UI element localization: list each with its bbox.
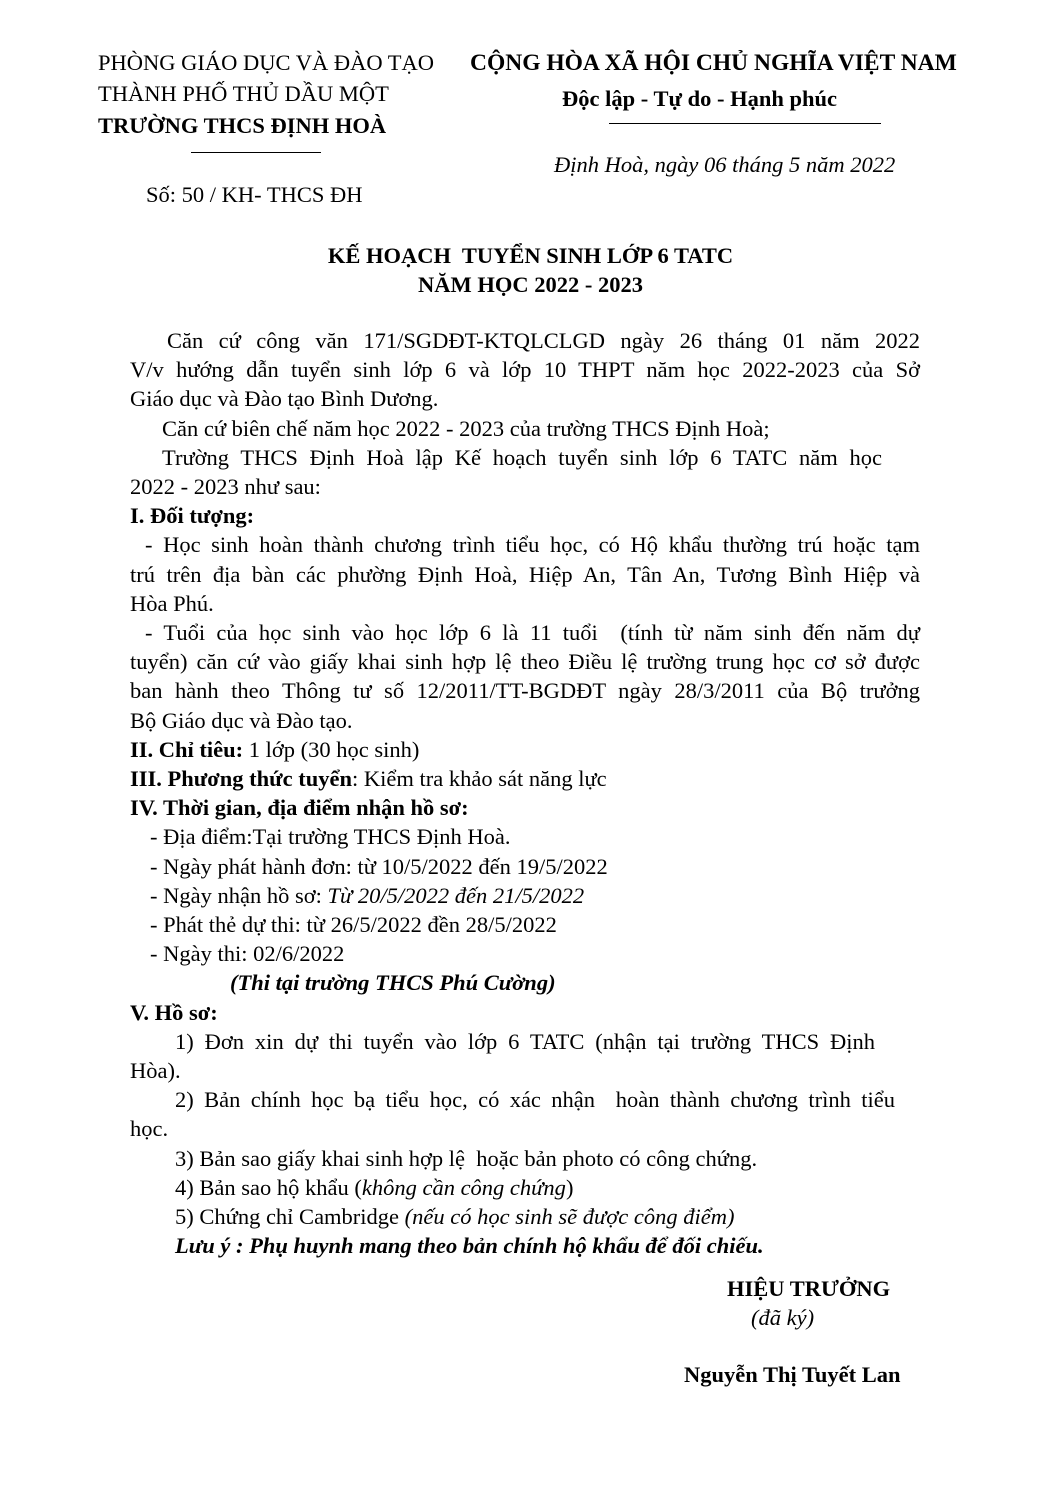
quota-value: 1 lớp (30 học sinh) [243, 736, 420, 762]
dossier-item [130, 1173, 920, 1202]
parent-note: Lưu ý : Phụ huynh mang theo bản chính hộ khẩu để đối chiếu. [175, 1233, 764, 1259]
section-line: - Tuổi của học sinh vào học lớp 6 là 11 tuổi (tính từ năm sinh đến năm dự [145, 620, 920, 646]
dossier-note: (nếu có học sinh sẽ được công điểm) [404, 1204, 735, 1230]
dossier-item: 1) Đơn xin dự thi tuyển vào lớp 6 TATC (nhận tại trường THCS Định [175, 1028, 875, 1054]
section-line: Hòa Phú. [130, 590, 214, 616]
dossier-text: 5) Chứng chỉ Cambridge [175, 1204, 405, 1230]
city-name: THÀNH PHỐ THỦ DẦU MỘT [98, 81, 389, 106]
dossier-item: 2) Bản chính học bạ tiểu học, có xác nhận hoàn thành chương trình tiểu [175, 1087, 895, 1113]
signer-name: Nguyễn Thị Tuyết Lan [684, 1362, 901, 1387]
section-heading: III. Phương thức tuyển [130, 766, 353, 792]
signed-note: (đã ký) [751, 1305, 815, 1330]
document-title: KẾ HOẠCH TUYỂN SINH LỚP 6 TATC [327, 243, 734, 268]
section-heading: I. Đối tượng: [130, 503, 255, 529]
issue-date: Định Hoà, ngày 06 tháng 5 năm 2022 [554, 152, 896, 177]
intro-line: Căn cứ biên chế năm học 2022 - 2023 của trường THCS Định Hoà; [162, 415, 770, 441]
department-name: PHÒNG GIÁO DỤC VÀ ĐÀO TẠO [98, 50, 435, 75]
schedule-item: - Phát thẻ dự thi: từ 26/5/2022 đền 28/5/2022 [150, 912, 557, 938]
dossier-item: 3) Bản sao giấy khai sinh hợp lệ hoặc bản photo có công chứng. [175, 1145, 758, 1171]
schedule-value: Từ 20/5/2022 đến 21/5/2022 [327, 882, 585, 908]
intro-line: Trường THCS Định Hoà lập Kế hoạch tuyển sinh lớp 6 TATC năm học [162, 444, 882, 470]
intro-line: Giáo dục và Đào tạo Bình Dương. [130, 386, 439, 412]
section-line: trú trên địa bàn các phường Định Hoà, Hiệp An, Tân An, Tương Bình Hiệp và [130, 561, 920, 587]
quota-line [130, 735, 920, 764]
dossier-text: ) [565, 1174, 574, 1200]
signer-title: HIỆU TRƯỞNG [727, 1276, 891, 1301]
right-header-underline [609, 123, 881, 124]
dossier-item: Hòa). [130, 1058, 181, 1084]
section-heading: II. Chỉ tiêu: [130, 736, 244, 762]
schedule-item: - Ngày thi: 02/6/2022 [150, 941, 345, 967]
dossier-item [130, 1202, 920, 1231]
section-line: - Học sinh hoàn thành chương trình tiểu học, có Hộ khẩu thường trú hoặc tạm [145, 532, 920, 558]
document-body [130, 326, 920, 1261]
school-name: TRƯỜNG THCS ĐỊNH HOÀ [98, 113, 387, 138]
intro-line: V/v hướng dẫn tuyển sinh lớp 6 và lớp 10 THPT năm học 2022-2023 của Sở [130, 357, 920, 383]
schedule-item: - Ngày phát hành đơn: từ 10/5/2022 đến 19/5/2022 [150, 853, 608, 879]
exam-location-note: (Thi tại trường THCS Phú Cường) [230, 970, 556, 996]
schedule-item: - Địa điểm:Tại trường THCS Định Hoà. [150, 824, 511, 850]
section-line: tuyển) căn cứ vào giấy khai sinh hợp lệ theo Điều lệ trường trung học cơ sở được [130, 649, 920, 675]
method-value: : Kiểm tra khảo sát năng lực [352, 766, 607, 792]
section-heading: IV. Thời gian, địa điểm nhận hồ sơ: [130, 795, 469, 821]
national-title: CỘNG HÒA XÃ HỘI CHỦ NGHĨA VIỆT NAM [470, 50, 957, 76]
method-line [130, 764, 920, 793]
dossier-item: học. [130, 1116, 169, 1142]
section-line: Bộ Giáo dục và Đào tạo. [130, 707, 353, 733]
section-line: ban hành theo Thông tư số 12/2011/TT-BGDĐT ngày 28/3/2011 của Bộ trưởng [130, 678, 920, 704]
dossier-note: không cần công chứng [361, 1174, 566, 1200]
document-number: Số: 50 / KH- THCS ĐH [146, 182, 363, 207]
left-header-underline [191, 152, 321, 153]
school-year-title: NĂM HỌC 2022 - 2023 [418, 272, 643, 297]
schedule-item [130, 881, 920, 910]
section-heading: V. Hồ sơ: [130, 999, 218, 1025]
national-motto: Độc lập - Tự do - Hạnh phúc [562, 86, 838, 111]
schedule-label: - Ngày nhận hồ sơ: [150, 882, 328, 908]
intro-line: Căn cứ công văn 171/SGDĐT-KTQLCLGD ngày 26 tháng 01 năm 2022 [167, 328, 920, 353]
dossier-text: 4) Bản sao hộ khẩu ( [175, 1174, 362, 1200]
intro-line: 2022 - 2023 như sau: [130, 474, 321, 500]
